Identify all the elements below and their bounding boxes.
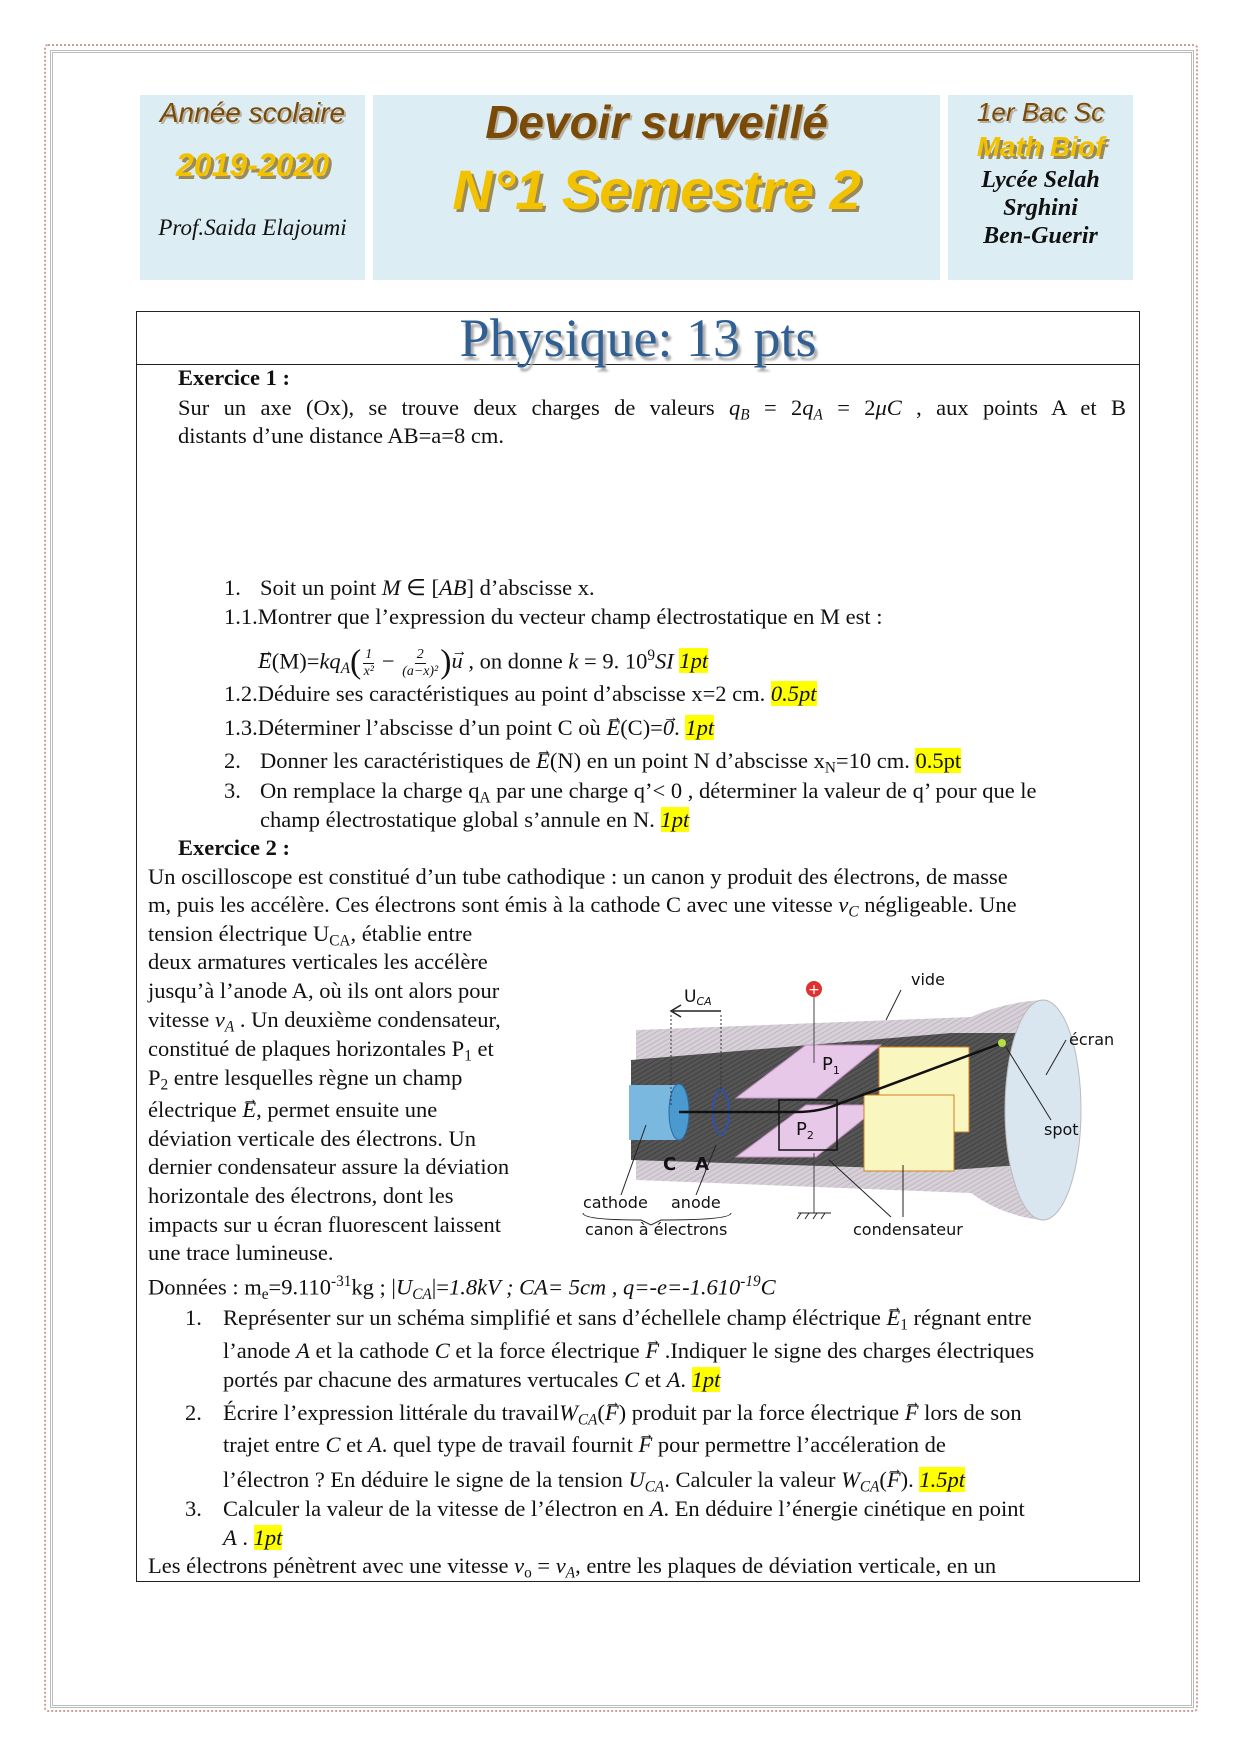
question-1-2 xyxy=(224,680,817,708)
class-level: 1er Bac Sc xyxy=(976,97,1105,127)
vector-symbol: → E xyxy=(606,714,620,742)
text-segment: C xyxy=(325,1432,341,1457)
text-segment: . xyxy=(674,715,686,740)
vector-symbol: → F xyxy=(639,1431,653,1459)
text-segment: distants d’une distance AB=a=8 cm. xyxy=(178,423,504,448)
plus-sign: + xyxy=(808,982,820,998)
exercise-2-question-2 xyxy=(223,1431,946,1459)
text-segment: A xyxy=(296,1338,310,1363)
exam-subtitle: N°1 Semestre 2 xyxy=(452,158,861,221)
text-segment: ] d’abscisse x. xyxy=(466,575,595,600)
points-badge: 1pt xyxy=(691,1367,721,1392)
text-segment: = xyxy=(531,1553,556,1578)
header-right-box xyxy=(948,95,1133,280)
exercise-2-statement xyxy=(148,1153,509,1181)
text-segment: Écrire l’expression littérale du travail xyxy=(223,1400,560,1425)
label-c: C xyxy=(663,1154,677,1175)
text-segment: ( xyxy=(879,1467,887,1492)
question-number: 1. xyxy=(224,575,241,600)
text-segment: = 2 xyxy=(822,395,876,420)
text-segment: déviation verticale des électrons. Un xyxy=(148,1126,476,1151)
label-p1: $P_1$ xyxy=(822,1054,840,1077)
exercise-2-question-3 xyxy=(223,1524,282,1552)
text-segment: et xyxy=(340,1432,368,1457)
vector-symbol: → u xyxy=(452,647,463,675)
uca-label: UCA xyxy=(684,987,712,1008)
header-left-box xyxy=(140,95,365,280)
text-segment: jusqu’à l’anode A, où ils ont alors pour xyxy=(148,978,500,1003)
text-segment: trajet entre xyxy=(223,1432,326,1457)
text-segment: C xyxy=(624,1367,640,1392)
vector-symbol: → F xyxy=(905,1399,919,1427)
text-segment: Exercice 2 : xyxy=(178,835,291,860)
text-segment: horizontale des électrons, dont les xyxy=(148,1183,454,1208)
text-segment: . Calculer la valeur xyxy=(664,1467,842,1492)
text-segment: CA xyxy=(859,1478,880,1496)
fraction xyxy=(402,647,438,679)
text-segment: U xyxy=(628,1467,645,1492)
text-segment: Calculer la valeur de la vitesse de l’électron en xyxy=(223,1496,650,1521)
question-number: 1. xyxy=(185,1305,202,1330)
section-title-row xyxy=(137,308,1139,368)
text-segment: . quel type de travail fournit xyxy=(381,1432,639,1457)
text-segment: =9.110 xyxy=(268,1274,332,1300)
text-segment: , permet ensuite une xyxy=(256,1097,438,1122)
text-segment: et xyxy=(639,1367,667,1392)
spot-point xyxy=(998,1039,1006,1047)
text-segment: . En déduire l’énergie cinétique en point xyxy=(663,1496,1025,1521)
label-p2: $P_2$ xyxy=(796,1119,814,1142)
text-segment: 1.8kV ; CA= 5cm , q=-e=-1.610 xyxy=(448,1274,741,1300)
text-segment: q xyxy=(802,395,814,420)
text-segment: 1.2.Déduire ses caractéristiques au point d’abscisse x=2 cm. xyxy=(224,681,771,706)
text-segment: U xyxy=(395,1274,413,1300)
text-segment: 1.1.Montrer que l’expression du vecteur champ électrostatique en M est : xyxy=(224,604,883,629)
text-segment: dernier condensateur assure la déviation xyxy=(148,1154,510,1179)
text-segment: , établie entre xyxy=(350,921,473,946)
text-segment: (N) en un point N d’abscisse x xyxy=(549,748,825,773)
text-segment: A xyxy=(813,406,823,424)
exercise-1-statement xyxy=(178,422,504,450)
question-1-3 xyxy=(224,714,714,742)
exercise-2-question-1 xyxy=(223,1366,720,1394)
class-track: Math Biof xyxy=(976,131,1105,162)
points-badge: 1.5pt xyxy=(919,1467,966,1492)
exercise-2-question-1 xyxy=(223,1337,1034,1365)
exercise-2-title xyxy=(178,834,290,862)
text-segment: = 9. 10 xyxy=(578,648,648,674)
exam-title: Devoir surveillé xyxy=(485,96,828,148)
exercise-2-statement xyxy=(148,1239,334,1267)
text-segment: − xyxy=(376,648,401,674)
text-segment: et la force électrique xyxy=(449,1338,646,1363)
text-segment: Données : m xyxy=(148,1274,262,1300)
text-segment: Soit un point xyxy=(260,575,382,600)
text-segment: . xyxy=(236,1525,254,1550)
text-segment: |= xyxy=(431,1274,449,1300)
text-segment: C xyxy=(434,1338,450,1363)
author: Prof.Saida Elajoumi xyxy=(158,215,347,240)
text-segment: P xyxy=(148,1065,161,1090)
text-segment: SI xyxy=(654,648,674,674)
text-segment: Sur un axe (Ox), se trouve deux charges de valeurs xyxy=(178,395,729,420)
text-segment: CA xyxy=(644,1478,665,1496)
text-segment: A xyxy=(224,1018,235,1036)
text-segment: constitué de plaques horizontales P xyxy=(148,1036,465,1061)
text-segment: AB xyxy=(439,575,467,600)
exercise-2-question-2 xyxy=(223,1399,1022,1435)
text-segment: champ électrostatique global s’annule en N. xyxy=(260,807,661,832)
text-segment: 9 xyxy=(647,647,655,664)
label-canon: canon à électrons xyxy=(585,1220,728,1235)
exercise-2-statement xyxy=(148,1096,437,1124)
ground-icon xyxy=(797,1213,831,1219)
label-ecran: écran xyxy=(1069,1030,1115,1049)
question-number: 3. xyxy=(224,778,241,803)
text-segment: k xyxy=(568,648,579,674)
label-vide: vide xyxy=(911,970,945,989)
question-1-1 xyxy=(224,603,883,631)
exercise-2-continuation xyxy=(148,1552,996,1588)
text-segment: -19 xyxy=(740,1273,761,1290)
text-segment: 1.3.Déterminer l’abscisse d’un point C où xyxy=(224,715,607,740)
text-segment: l’électron ? En déduire le signe de la tension xyxy=(223,1467,629,1492)
exercise-2-statement xyxy=(148,1182,454,1210)
text-segment: 2 xyxy=(160,1076,169,1094)
question-number: 3. xyxy=(185,1496,202,1521)
text-segment: lors de son xyxy=(918,1400,1022,1425)
numerator: 1 xyxy=(365,647,373,663)
text-segment: .Indiquer le signe des charges électriques xyxy=(659,1338,1035,1363)
text-segment: kq xyxy=(319,648,341,674)
text-segment: Représenter sur un schéma simplifié et sans d’échellele champ éléctrique xyxy=(223,1305,887,1330)
text-segment: régnant entre xyxy=(907,1305,1032,1330)
label-anode: anode xyxy=(671,1193,721,1212)
text-segment: (C)= xyxy=(620,715,663,740)
text-segment: = 2 xyxy=(749,395,803,420)
text-segment: v xyxy=(214,1007,225,1032)
condenser-plate-2 xyxy=(864,1095,954,1171)
section-title: Physique: 13 pts xyxy=(459,308,817,368)
text-segment: CA xyxy=(577,1411,598,1429)
text-segment: m, puis les accélère. Ces électrons sont émis à la cathode C avec une vitesse xyxy=(148,892,839,917)
text-segment: Un oscilloscope est constitué d’un tube cathodique : un canon y produit des électrons, de masse xyxy=(148,864,1008,889)
text-segment: vitesse xyxy=(148,1007,215,1032)
text-segment: entre lesquelles règne un champ xyxy=(168,1065,463,1090)
text-segment: kg ; | xyxy=(351,1274,396,1300)
text-segment: W xyxy=(841,1467,860,1492)
text-segment: et xyxy=(471,1036,494,1061)
vector-symbol: → F xyxy=(645,1337,659,1365)
points-badge: 1pt xyxy=(253,1525,283,1550)
text-segment: , entre les plaques de déviation verticale, en un xyxy=(575,1553,997,1578)
points-badge: 1pt xyxy=(679,648,709,674)
text-segment: On remplace la charge q xyxy=(260,778,480,803)
text-segment: deux armatures verticales les accélère xyxy=(148,949,488,974)
points-badge: 1pt xyxy=(660,807,690,832)
text-segment: A xyxy=(367,1432,382,1457)
text-segment: par une charge q’< 0 , déterminer la valeur de q’ pour que le xyxy=(490,778,1037,803)
school-year: 2019-2020 xyxy=(175,147,330,183)
text-segment: A xyxy=(565,1564,576,1582)
exercise-2-statement xyxy=(148,1211,501,1239)
text-segment: v xyxy=(838,892,849,917)
given-data xyxy=(148,1268,776,1309)
text-segment: . xyxy=(680,1367,692,1392)
text-segment: =10 cm. xyxy=(835,748,916,773)
exercise-2-statement xyxy=(148,1125,476,1153)
text-segment: et la cathode xyxy=(309,1338,435,1363)
vector-symbol: → E xyxy=(258,647,272,675)
label-spot: spot xyxy=(1044,1120,1079,1139)
exercise-1-title xyxy=(178,364,290,392)
text-segment: négligeable. Une xyxy=(858,892,1017,917)
text-segment: M xyxy=(381,575,401,600)
text-segment: une trace lumineuse. xyxy=(148,1240,334,1265)
vector-symbol: → E xyxy=(242,1096,256,1124)
text-segment: A xyxy=(666,1367,681,1392)
cathode-ray-tube-diagram xyxy=(581,955,1134,1235)
text-segment: Donner les caractéristiques de xyxy=(260,748,537,773)
text-segment: électrique xyxy=(148,1097,243,1122)
text-segment: l’anode xyxy=(223,1338,297,1363)
text-segment: A xyxy=(223,1525,237,1550)
text-segment: , on donne xyxy=(462,648,569,674)
text-segment: CA xyxy=(329,932,351,950)
school-year-label: Année scolaire xyxy=(159,97,346,128)
vector-symbol: → E xyxy=(536,747,550,775)
text-segment: tension électrique U xyxy=(148,921,330,946)
school-city: Ben-Guerir xyxy=(983,223,1098,249)
text-segment: ( xyxy=(597,1400,605,1425)
question-number: 2. xyxy=(224,748,241,773)
vector-symbol: → 0 xyxy=(663,714,674,742)
text-segment: v xyxy=(514,1553,525,1578)
text-segment: pour permettre l’accéleration de xyxy=(652,1432,946,1457)
text-segment: ∈ [ xyxy=(400,575,439,600)
text-segment: impacts sur u écran fluorescent laissent xyxy=(148,1212,502,1237)
text-segment: CA xyxy=(412,1285,432,1303)
exercise-2-statement xyxy=(148,948,488,976)
school-name-1: Lycée Selah xyxy=(981,167,1100,193)
label-condensateur: condensateur xyxy=(853,1220,963,1235)
school-name-2: Srghini xyxy=(1003,195,1078,221)
text-segment: v xyxy=(555,1553,566,1578)
exercise-2-statement xyxy=(148,863,1008,891)
text-segment: -31 xyxy=(331,1273,352,1290)
text-segment: C xyxy=(760,1274,776,1300)
question-number: 2. xyxy=(185,1400,202,1425)
text-segment: o xyxy=(524,1564,532,1582)
text-segment: C xyxy=(848,903,859,921)
label-cathode: cathode xyxy=(583,1193,648,1212)
text-segment: ( xyxy=(350,643,362,681)
numerator: 2 xyxy=(416,647,424,663)
text-segment: ) produit par la force électrique xyxy=(618,1400,905,1425)
text-segment: A xyxy=(340,659,351,677)
points-badge: 0.5pt xyxy=(915,748,962,773)
text-segment: Exercice 1 : xyxy=(178,365,291,390)
points-badge: 1pt xyxy=(685,715,715,740)
text-segment: ). xyxy=(900,1467,920,1492)
label-a: A xyxy=(695,1154,709,1175)
text-segment: A xyxy=(649,1496,664,1521)
exercise-2-statement xyxy=(148,1064,462,1100)
vector-symbol: → F xyxy=(605,1399,619,1427)
text-segment: ) xyxy=(440,643,452,681)
text-segment: . Un deuxième condensateur, xyxy=(234,1007,501,1032)
question-1 xyxy=(260,574,595,602)
text-segment: 1 xyxy=(900,1316,908,1334)
points-badge: 0.5pt xyxy=(770,681,817,706)
field-formula xyxy=(258,642,708,683)
vector-symbol: → F xyxy=(887,1466,901,1494)
question-3 xyxy=(260,806,689,834)
text-segment: W xyxy=(559,1400,578,1425)
exercise-2-question-3 xyxy=(223,1495,1025,1523)
header-center-box xyxy=(373,95,940,280)
text-segment: N xyxy=(824,759,836,777)
vector-symbol: → E xyxy=(887,1304,901,1332)
text-segment: q xyxy=(729,395,741,420)
denominator: x² xyxy=(363,663,374,679)
text-segment: , aux points A et B xyxy=(901,395,1127,420)
text-segment: (M)= xyxy=(271,648,320,674)
text-segment: portés par chacune des armatures vertucales xyxy=(223,1367,625,1392)
text-segment: μC xyxy=(875,395,902,420)
fraction xyxy=(363,647,374,679)
denominator: (a−x)² xyxy=(402,663,439,679)
exercise-2-statement xyxy=(148,977,499,1005)
text-segment: B xyxy=(740,406,750,424)
text-segment: 1 xyxy=(464,1047,472,1065)
text-segment: Les électrons pénètrent avec une vitesse xyxy=(148,1553,515,1578)
exercise-2-question-1 xyxy=(223,1304,1032,1340)
text-segment: e xyxy=(261,1285,269,1303)
text-segment: A xyxy=(479,789,491,807)
